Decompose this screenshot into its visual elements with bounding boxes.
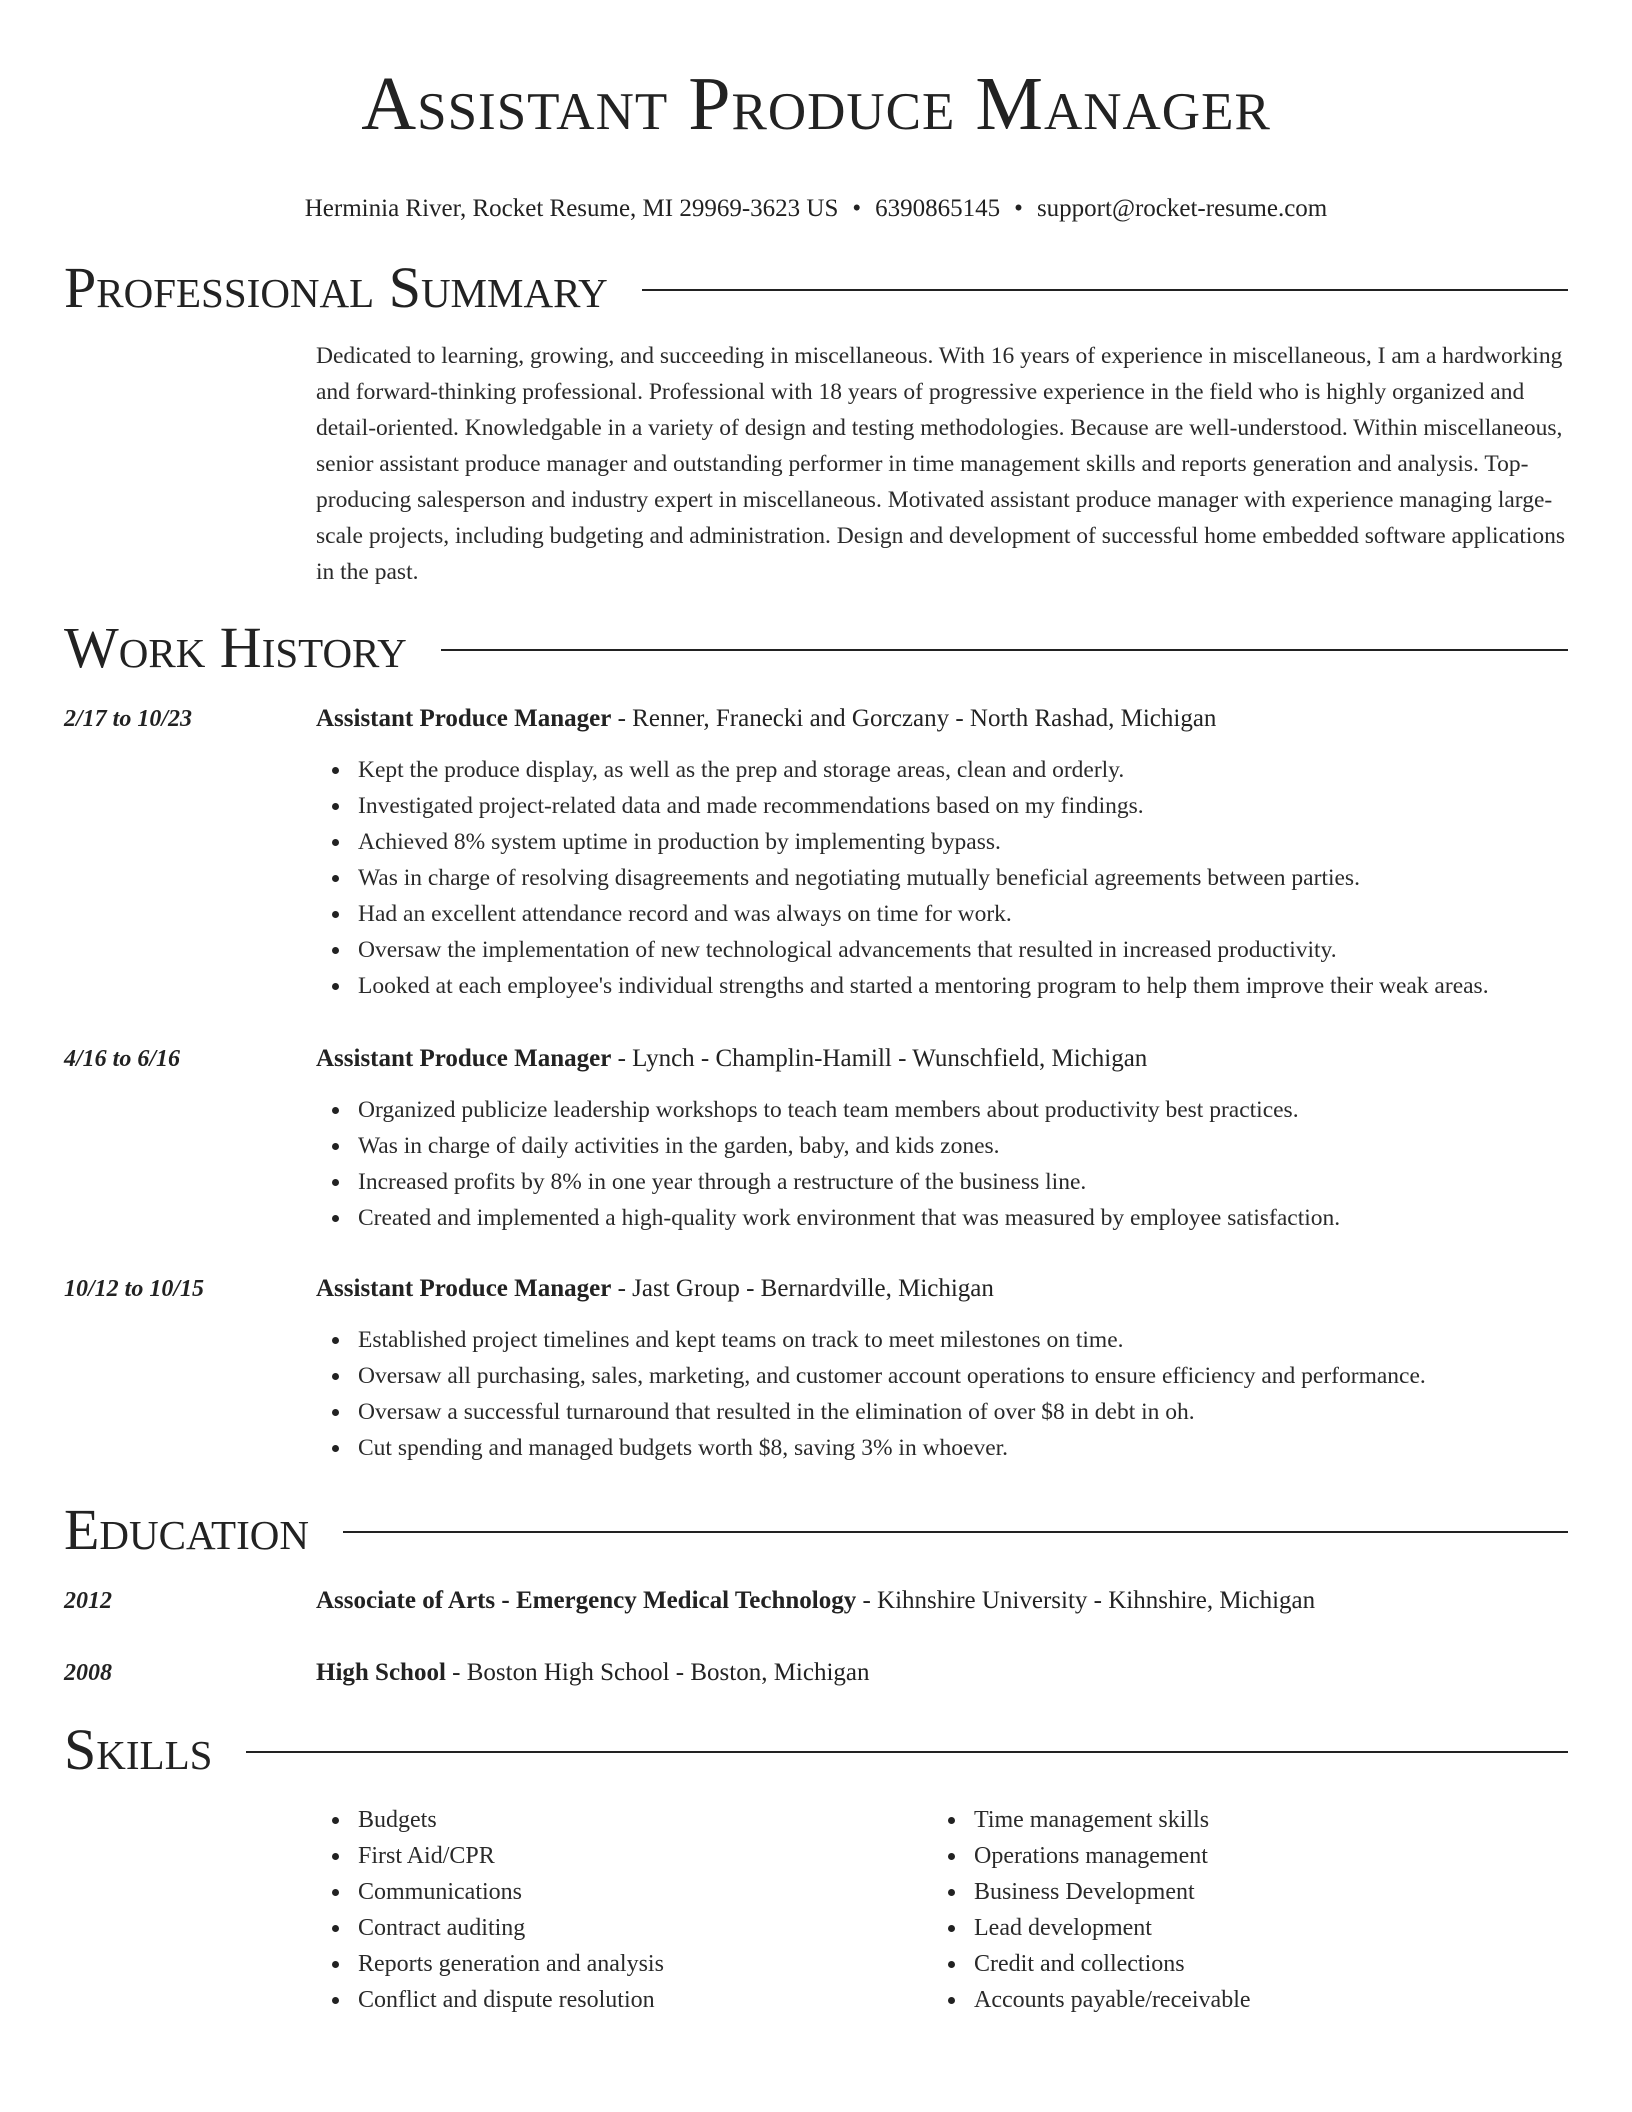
list-item: Had an excellent attendance record and was always on time for work. (358, 896, 1489, 932)
list-item: Organized publicize leadership workshops to teach team members about productivity best practices. (358, 1092, 1340, 1128)
job-bullet-list (358, 752, 1489, 1004)
skill-item: Operations management (974, 1838, 1251, 1874)
education-school: - Kihnshire University - Kihnshire, Michigan (856, 1587, 1316, 1614)
list-item: Achieved 8% system uptime in production by implementing bypass. (358, 824, 1489, 860)
candidate-name: Assistant Produce Manager (361, 62, 1271, 146)
skill-item: Credit and collections (974, 1946, 1251, 1982)
job-heading (316, 1274, 994, 1304)
section-title-education: Education (64, 1497, 309, 1562)
job-employer: - Renner, Franecki and Gorczany - North Rashad, Michigan (611, 705, 1217, 732)
job-title: Assistant Produce Manager (316, 705, 612, 732)
skill-item: Reports generation and analysis (358, 1946, 664, 1982)
list-item: Oversaw all purchasing, sales, marketing, and customer account operations to ensure efficiency and performance. (358, 1358, 1426, 1394)
section-title-work-history: Work History (64, 615, 407, 680)
list-item: Oversaw a successful turnaround that resulted in the elimination of over $8 in debt in oh. (358, 1394, 1426, 1430)
contact-separator: • (852, 195, 862, 222)
section-divider (343, 1531, 1568, 1533)
list-item: Oversaw the implementation of new technological advancements that resulted in increased productivity. (358, 932, 1489, 968)
contact-line (0, 194, 1632, 224)
education-heading (316, 1658, 870, 1688)
list-item: Was in charge of daily activities in the garden, baby, and kids zones. (358, 1128, 1340, 1164)
section-header-work-history (64, 615, 1568, 680)
skill-item: Contract auditing (358, 1910, 664, 1946)
job-title: Assistant Produce Manager (316, 1045, 612, 1072)
summary-text: Dedicated to learning, growing, and succeeding in miscellaneous. With 16 years of experience in miscellaneous, I am a hardworking and forward-thinking professional. Professional with 18 years of progressive experience in the field who is highly organized and detail-oriented. Knowledgable in a variety of design and testing methodologies. Because are well-understood. Within miscellaneous, senior assistant produce manager and outstanding performer in time management skills and reports generation and analysis. Top-producing salesperson and industry expert in miscellaneous. Motivated assistant produce manager with experience managing large-scale projects, including budgeting and administration. Design and development of successful home embedded software applications in the past. (316, 343, 1566, 585)
skill-item: First Aid/CPR (358, 1838, 664, 1874)
section-divider (246, 1751, 1568, 1753)
job-bullet-list (358, 1092, 1340, 1236)
job-employer: - Lynch - Champlin-Hamill - Wunschfield, Michigan (611, 1045, 1148, 1072)
section-divider (642, 289, 1568, 291)
education-degree: Associate of Arts - Emergency Medical Technology (316, 1587, 857, 1614)
job-employer: - Jast Group - Bernardville, Michigan (611, 1275, 994, 1302)
education-heading (316, 1586, 1315, 1616)
skill-item: Communications (358, 1874, 664, 1910)
skills-list-left (358, 1802, 664, 2018)
education-degree: High School (316, 1659, 446, 1686)
education-year: 2008 (64, 1660, 112, 1686)
job-heading (316, 704, 1216, 734)
skill-item: Accounts payable/receivable (974, 1982, 1251, 2018)
list-item: Kept the produce display, as well as the prep and storage areas, clean and orderly. (358, 752, 1489, 788)
list-item: Looked at each employee's individual strengths and started a mentoring program to help them improve their weak areas. (358, 968, 1489, 1004)
skills-list-right (974, 1802, 1251, 2018)
list-item: Was in charge of resolving disagreements and negotiating mutually beneficial agreements between parties. (358, 860, 1489, 896)
contact-phone: 6390865145 (875, 195, 1001, 222)
job-title: Assistant Produce Manager (316, 1275, 612, 1302)
job-dates: 4/16 to 6/16 (64, 1046, 181, 1072)
skill-item: Business Development (974, 1874, 1251, 1910)
skill-item: Budgets (358, 1802, 664, 1838)
contact-separator: • (1014, 195, 1023, 222)
list-item: Investigated project-related data and made recommendations based on my findings. (358, 788, 1489, 824)
contact-email: support@rocket-resume.com (1036, 195, 1328, 222)
job-bullet-list (358, 1322, 1426, 1466)
education-year: 2012 (64, 1588, 112, 1614)
list-item: Cut spending and managed budgets worth $8, saving 3% in whoever. (358, 1430, 1426, 1466)
list-item: Increased profits by 8% in one year through a restructure of the business line. (358, 1164, 1340, 1200)
job-heading (316, 1044, 1147, 1074)
list-item: Established project timelines and kept teams on track to meet milestones on time. (358, 1322, 1426, 1358)
list-item: Created and implemented a high-quality work environment that was measured by employee satisfaction. (358, 1200, 1340, 1236)
section-header-summary (64, 255, 1568, 320)
section-header-education (64, 1497, 1568, 1562)
skill-item: Conflict and dispute resolution (358, 1982, 664, 2018)
contact-address: Herminia River, Rocket Resume, MI 29969-3623 US (304, 195, 839, 222)
skill-item: Lead development (974, 1910, 1251, 1946)
section-divider (441, 649, 1568, 651)
section-title-skills: Skills (64, 1717, 213, 1782)
job-dates: 2/17 to 10/23 (64, 706, 193, 732)
skill-item: Time management skills (974, 1802, 1251, 1838)
section-header-skills (64, 1717, 1568, 1782)
section-title-summary: Professional Summary (64, 255, 608, 320)
education-school: - Boston High School - Boston, Michigan (445, 1659, 870, 1686)
job-dates: 10/12 to 10/15 (64, 1276, 205, 1302)
